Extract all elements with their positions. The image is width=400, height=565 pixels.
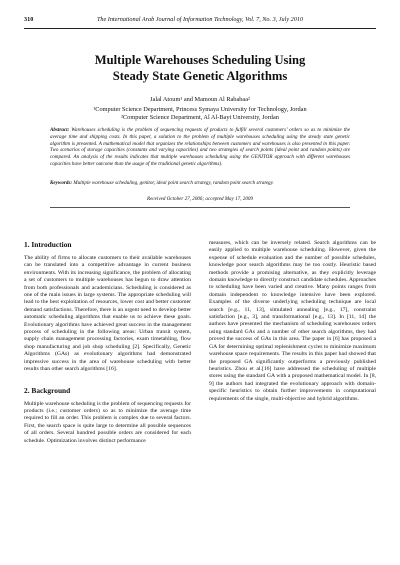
keywords-text: Multiple warehouse scheduling, genitor, ideal point search strategy, random point search strategy. [73, 180, 274, 186]
left-column [24, 240, 191, 453]
received-dates: Received October 27, 2006; accepted May 17, 2009 [147, 196, 253, 202]
section-heading-background: 2. Background [24, 385, 71, 395]
affiliation-1: ¹Computer Science Department, Princess Symaya University for Technology, Jordan [93, 106, 307, 113]
abstract-label: Abstract: [50, 127, 70, 133]
title-line-2: Steady State Genetic Algorithms [112, 69, 288, 83]
introduction-paragraph: The ability of firms to allocate customers to their available warehouses can be translated into a competitive advantage in current business environments. With its increasing significance, the problem of allocating a set of customers to multiple warehouses has begun to draw attention from both professionals and academicians. Scheduling is considered as one of the main issues in large systems. The appropriate scheduling will lead to the best exploitation of resources, lower cost and better customer demand satisfactions. Therefore, there is an urgent need to develop better automatic scheduling algorithms that enable us to achieve these goals. Evolutionary algorithms have achieved great success in the management process of scheduling in the following areas: Urban transit system, supply chain management processing factories, exam timetabling, flow shop manufacturing and job shop scheduling [2]. Specifically, Genetic Algorithms (GAs) as evolutionary algorithms had demonstrated impressive success in the area of warehouse scheduling with better results than other search algorithms [16]. [24, 255, 191, 373]
background-paragraph: Multiple warehouse scheduling is the problem of sequencing requests for products (i.e.; customer orders) so as to minimize the average time required to fill an order. This problem is complex due to several factors. First, the search space is quite large to determine all possible sequences of all orders. Several hundred possible orders are considered for each schedule. Optimization involves distinct performance [24, 400, 191, 444]
right-column [209, 240, 376, 411]
abstract [50, 127, 350, 168]
authors: Jalal Atoum¹ and Mamoun Al Rababaa² [150, 96, 250, 103]
page-number: 310 [24, 16, 34, 23]
section-heading-introduction: 1. Introduction [24, 240, 72, 249]
abstract-rule [50, 207, 350, 208]
abstract-text: Warehouses scheduling is the problem of sequencing requests of products to fulfill several customers’ orders so as to minimize the average time and shipping costs. In this paper, a solution to the problem of multiple warehouses scheduling using the steady state genetic algorithm is presented. A mathematical model that organizes the relationships between customers and warehouses is also presented in this paper. Two scenarios of storage capacities (constants and varying capacities) and two strategies of search points (ideal point and random points) are compared. An analysis of the results indicates that multiple warehouses scheduling using the GENITOR approach with different warehouses capacities have better outcome than the usage of the traditional genetic algorithms). [50, 127, 350, 167]
paper-title [24, 52, 376, 84]
keywords-label: Keywords: [50, 180, 73, 186]
affiliation-2: ²Computer Science Department, Al Al-Bayt University, Jordan [121, 114, 279, 121]
keywords [50, 180, 350, 187]
title-line-1: Multiple Warehouses Scheduling Using [94, 53, 306, 67]
journal-name: The International Arab Journal of Information Technology, Vol. 7, No. 3, July 2010 [96, 16, 304, 23]
header-rule [24, 28, 376, 29]
right-column-paragraph: measures, which can be inversely related. Search algorithms can be easily applied to multiple warehouse scheduling. However, given the expense of schedule evaluation and the number of possible schedules, knowledge poor search algorithms may be too costly. Heuristic based methods provide a promising alternative, as they explicitly leverage domain knowledge to directly construct candidate schedules. Approaches to scheduling have been varied and creative. Many points ranges from domain independent to knowledge intensive have been explored. Examples of the diverse underlying scheduling technique are local search [e.g., 11, 13], simulated annealing [e.g., 17], constraint satisfaction [e.g., 3], and transformational [e.g., 13]. In [11, 14] the authors have presented the mechanism of scheduling warehouses orders using standard GAs and a number of other search algorithms, they had proved the success of GAs in this area. The paper in [6] has proposed a GA for determining optimal replenishment cycles to minimize maximum warehouse space requirements. The results in this paper had showed that the proposed GA significantly outperforms a previously published heuristics. Zhou et al.[16] have addressed the scheduling of multiple stores using the standard GA with a proposed mathematical model. In [8, 9] the authors had integrated the evolutionary approach with domain-specific heuristics to obtain further improvements in computational requirements of the single, multi-objective and hybrid algorithms. [209, 240, 376, 402]
